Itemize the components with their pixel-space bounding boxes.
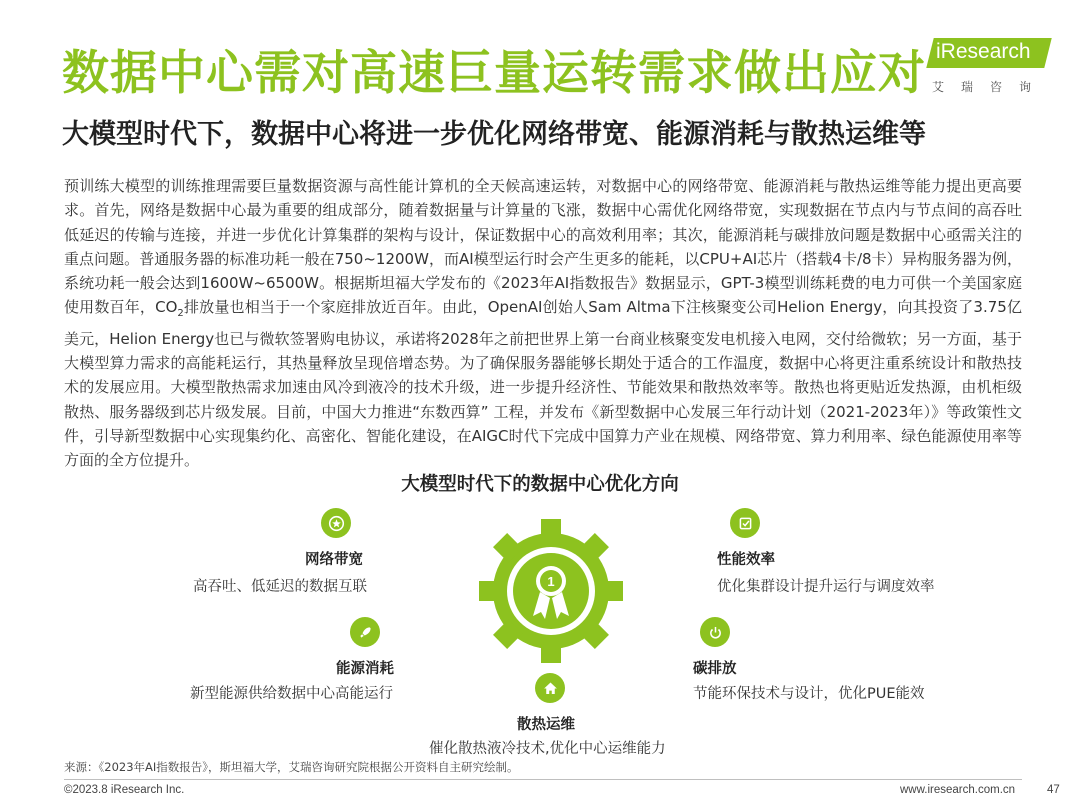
- page-subtitle: 大模型时代下，数据中心将进一步优化网络带宽、能源消耗与散热运维等: [62, 119, 926, 150]
- badge-number: 1: [547, 574, 555, 589]
- node-desc-energy: 新型能源供给数据中心高能运行: [190, 686, 393, 702]
- footer-divider: [64, 779, 1022, 780]
- node-label-energy: 能源消耗: [336, 661, 394, 677]
- checklist-icon: [730, 508, 760, 538]
- power-icon: [700, 617, 730, 647]
- copyright: ©2023.8 iResearch Inc.: [64, 784, 185, 796]
- star-icon: [321, 508, 351, 538]
- home-icon: [535, 673, 565, 703]
- rocket-icon: [350, 617, 380, 647]
- node-label-performance: 性能效率: [717, 552, 775, 568]
- co2-subscript: 2: [177, 308, 184, 320]
- page-title: 数据中心需对高速巨量运转需求做出应对: [62, 46, 926, 101]
- node-label-cooling: 散热运维: [517, 717, 575, 733]
- node-label-carbon: 碳排放: [693, 661, 737, 677]
- node-desc-performance: 优化集群设计提升运行与调度效率: [717, 579, 935, 595]
- node-desc-carbon: 节能环保技术与设计，优化PUE能效: [693, 686, 925, 702]
- diagram-title: 大模型时代下的数据中心优化方向: [401, 474, 679, 495]
- body-text-part1: 预训练大模型的训练推理需要巨量数据资源与高性能计算机的全天候高速运转，对数据中心的网络带宽、能源消耗与散热运维等能力提出更高要求。首先，网络是数据中心最为重要的组成部分，随着数据量与计算量的飞涨，数据中心需优化网络带宽，实现数据在节点内与节点间的高吞吐低延迟的传输与连接，并进一步优化计算集群的架构与设计，保证数据中心的高效利用率；其次，能源消耗与碳排放问题是数据中心亟需关注的重点问题。普通服务器的标准功耗一般在750~1200W，而AI模型运行时会产生更多的能耗，以CPU+AI芯片（搭载4卡/8卡）异构服务器为例，系统功耗一般会达到1600W~6500W。根据斯坦福大学发布的《2023年AI指数报告》数据显示，GPT-3模型训练耗费的电力可供一个美国家庭使用数百年，CO: [64, 177, 1022, 317]
- gear-icon: [478, 518, 624, 664]
- source-note: 来源：《2023年AI指数报告》，斯坦福大学，艾瑞咨询研究院根据公开资料自主研究绘制。: [64, 760, 519, 774]
- page-number: 47: [1047, 784, 1060, 796]
- body-text-part2: 排放量也相当于一个家庭排放近百年。由此，OpenAI创始人Sam Altma下注核聚变公司Helion Energy，向其投资了3.75亿美元，Helion Energy也已与微软签署购电协议，承诺将2028年之前把世界上第一台商业核聚变发电机接入电网，交付给微软；另一方面，基于大模型算力需求的高能耗运行，其热量释放呈现倍增态势。为了确保服务器能够长期处于适合的工作温度，数据中心将更注重系统设计和散热技术的发展应用。大模型散热需求加速由风冷到液冷的技术升级，进一步提升经济性、节能效果和散热效率等。散热也将更贴近发热源，由机柜级散热、服务器级到芯片级发展。目前，中国大力推进“东数西算” 工程，并发布《新型数据中心发展三年行动计划（2021-2023年）》等政策性文件，引导新型数据中心实现集约化、高密化、智能化建设，在AIGC时代下完成中国算力产业在规模、网络带宽、算力利用率、绿色能源使用率等方面的全方位提升。: [64, 298, 1022, 470]
- node-desc-cooling: 催化散热液冷技术,优化中心运维能力: [429, 741, 666, 757]
- logo-text: iResearch: [936, 40, 1031, 63]
- node-label-bandwidth: 网络带宽: [305, 552, 363, 568]
- website-link[interactable]: www.iresearch.com.cn: [900, 784, 1016, 796]
- iresearch-logo: [922, 38, 1052, 98]
- node-desc-bandwidth: 高吞吐、低延迟的数据互联: [193, 579, 367, 595]
- body-paragraph: [64, 174, 1022, 473]
- logo-subtext: 艾瑞咨询: [932, 80, 1049, 94]
